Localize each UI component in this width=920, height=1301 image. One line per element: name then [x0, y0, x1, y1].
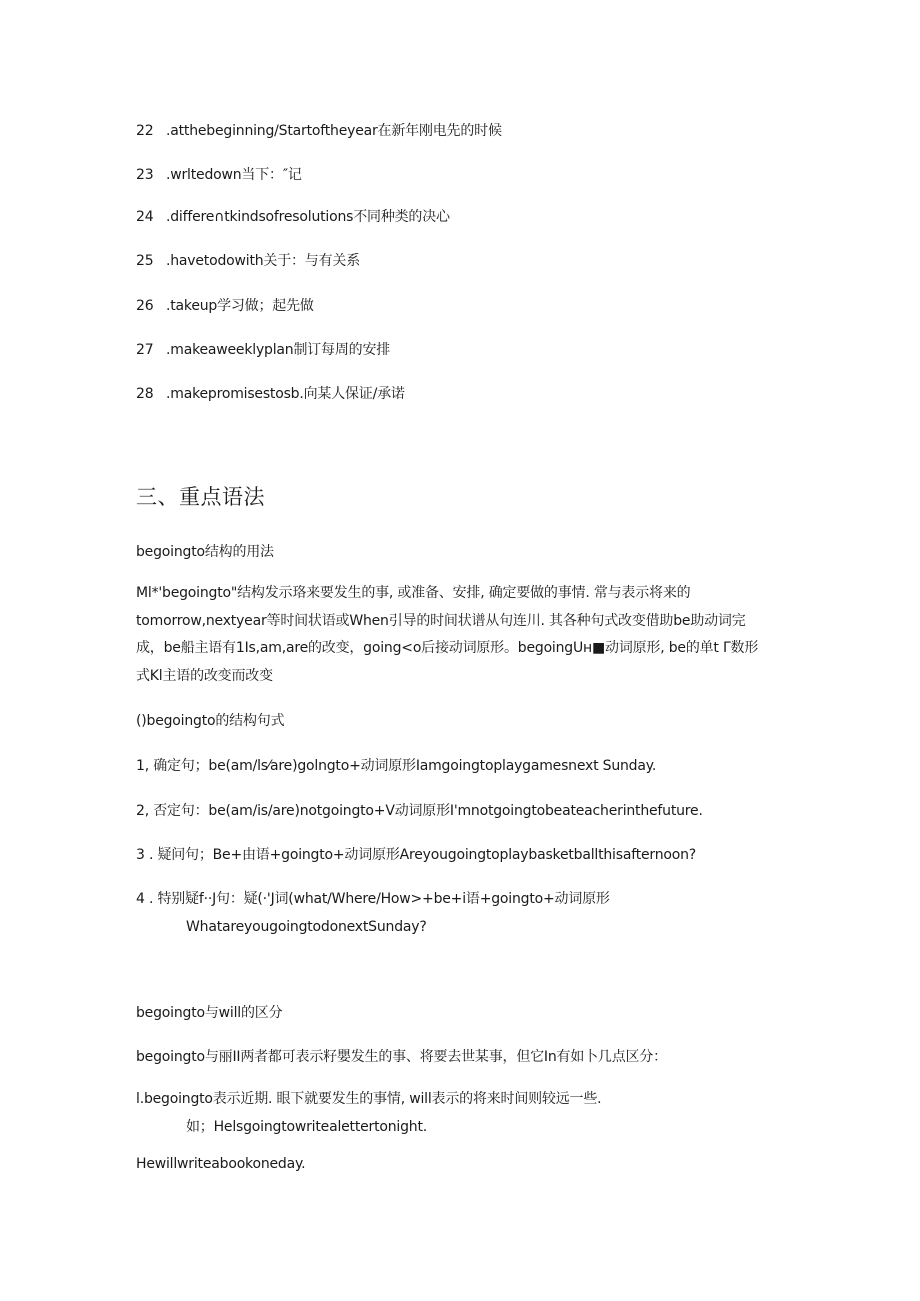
- vocab-text: .differe∩tkindsofresolutions不同种类的决心: [166, 209, 450, 225]
- vocab-text: .makepromisestosb.向某人保证/承诺: [166, 386, 405, 402]
- vocab-number: 24: [136, 209, 154, 225]
- vocab-number: 28: [136, 386, 154, 402]
- paragraph-line: tomorrow,nextyear等时间状语或When引导的时间状谱从句连川. 其各种句式改变借助be助动词完: [136, 613, 746, 629]
- grammar-subtitle: begoingto结构的用法: [136, 544, 274, 560]
- paragraph-line: 成，be船主语有1Is,am,are的改变，going<o后接动词原形。begoingUн■动词原形, be的单t Γ数形: [136, 640, 759, 656]
- example-sentence: 如；Helsgoingtowritealettertonight.: [186, 1119, 428, 1135]
- grammar-subtitle: begoingto与will的区分: [136, 1005, 283, 1021]
- vocab-text: .havetodowith关于：与有关系: [166, 253, 361, 269]
- vocab-item: [136, 297, 314, 315]
- vocab-item: [136, 385, 405, 403]
- vocab-text: .atthebeginning/Startoftheyear在新年刚电先的时候: [166, 123, 502, 139]
- vocab-number: 23: [136, 167, 154, 183]
- example-sentence: Hewillwriteabookoneday.: [136, 1156, 306, 1172]
- vocab-number: 27: [136, 342, 154, 358]
- paragraph-line: Ml*'begoingto"结构发示珞来要发生的事, 或准备、安排, 确定要做的事情. 常与表示将来的: [136, 585, 691, 601]
- paragraph-line: 式Kl主语的改变而改变: [136, 668, 273, 684]
- vocab-number: 25: [136, 253, 154, 269]
- vocab-item: [136, 122, 502, 140]
- vocab-text: .takeup学习做；起先做: [166, 298, 314, 314]
- vocab-text: .wrltedown当下：″记: [166, 167, 302, 183]
- vocab-item: [136, 252, 360, 270]
- structure-item: 3 . 疑问句；Be+由语+goingto+动词原形Areyougoingtoplaybasketballthisafternoon?: [136, 847, 697, 863]
- vocab-item: [136, 208, 450, 226]
- paragraph-line: l.begoingto表示近期. 眼下就要发生的事情, will表示的将来时间则较远一些.: [136, 1091, 602, 1107]
- vocab-number: 26: [136, 298, 154, 314]
- grammar-subtitle: ()begoingto的结构句式: [136, 713, 285, 729]
- example-sentence: WhatareyougoingtodonextSunday?: [186, 919, 427, 935]
- vocab-text: .makeaweeklyplan制订每周的安排: [166, 342, 391, 358]
- section-title: 三、重点语法: [136, 485, 265, 509]
- structure-item: 2, 否定句：be(am/is/are)notgoingto+V动词原形I'mnotgoingtobeateacherinthefuture.: [136, 803, 703, 819]
- vocab-item: [136, 341, 390, 359]
- paragraph-line: begoingto与丽II两者都可表示籽嬰发生的事、将要去世某事，但它In有如卜几点区分：: [136, 1049, 667, 1065]
- structure-item: 4 . 特别疑f··J句：疑(·'J词(what/Where/How>+be+i语+goingto+动词原形: [136, 891, 610, 907]
- vocab-number: 22: [136, 123, 154, 139]
- vocab-item: [136, 166, 302, 184]
- structure-item: 1, 确定句；be(am/ls⁄are)golngto+动词原形Iamgoingtoplaygamesnext Sunday.: [136, 758, 657, 774]
